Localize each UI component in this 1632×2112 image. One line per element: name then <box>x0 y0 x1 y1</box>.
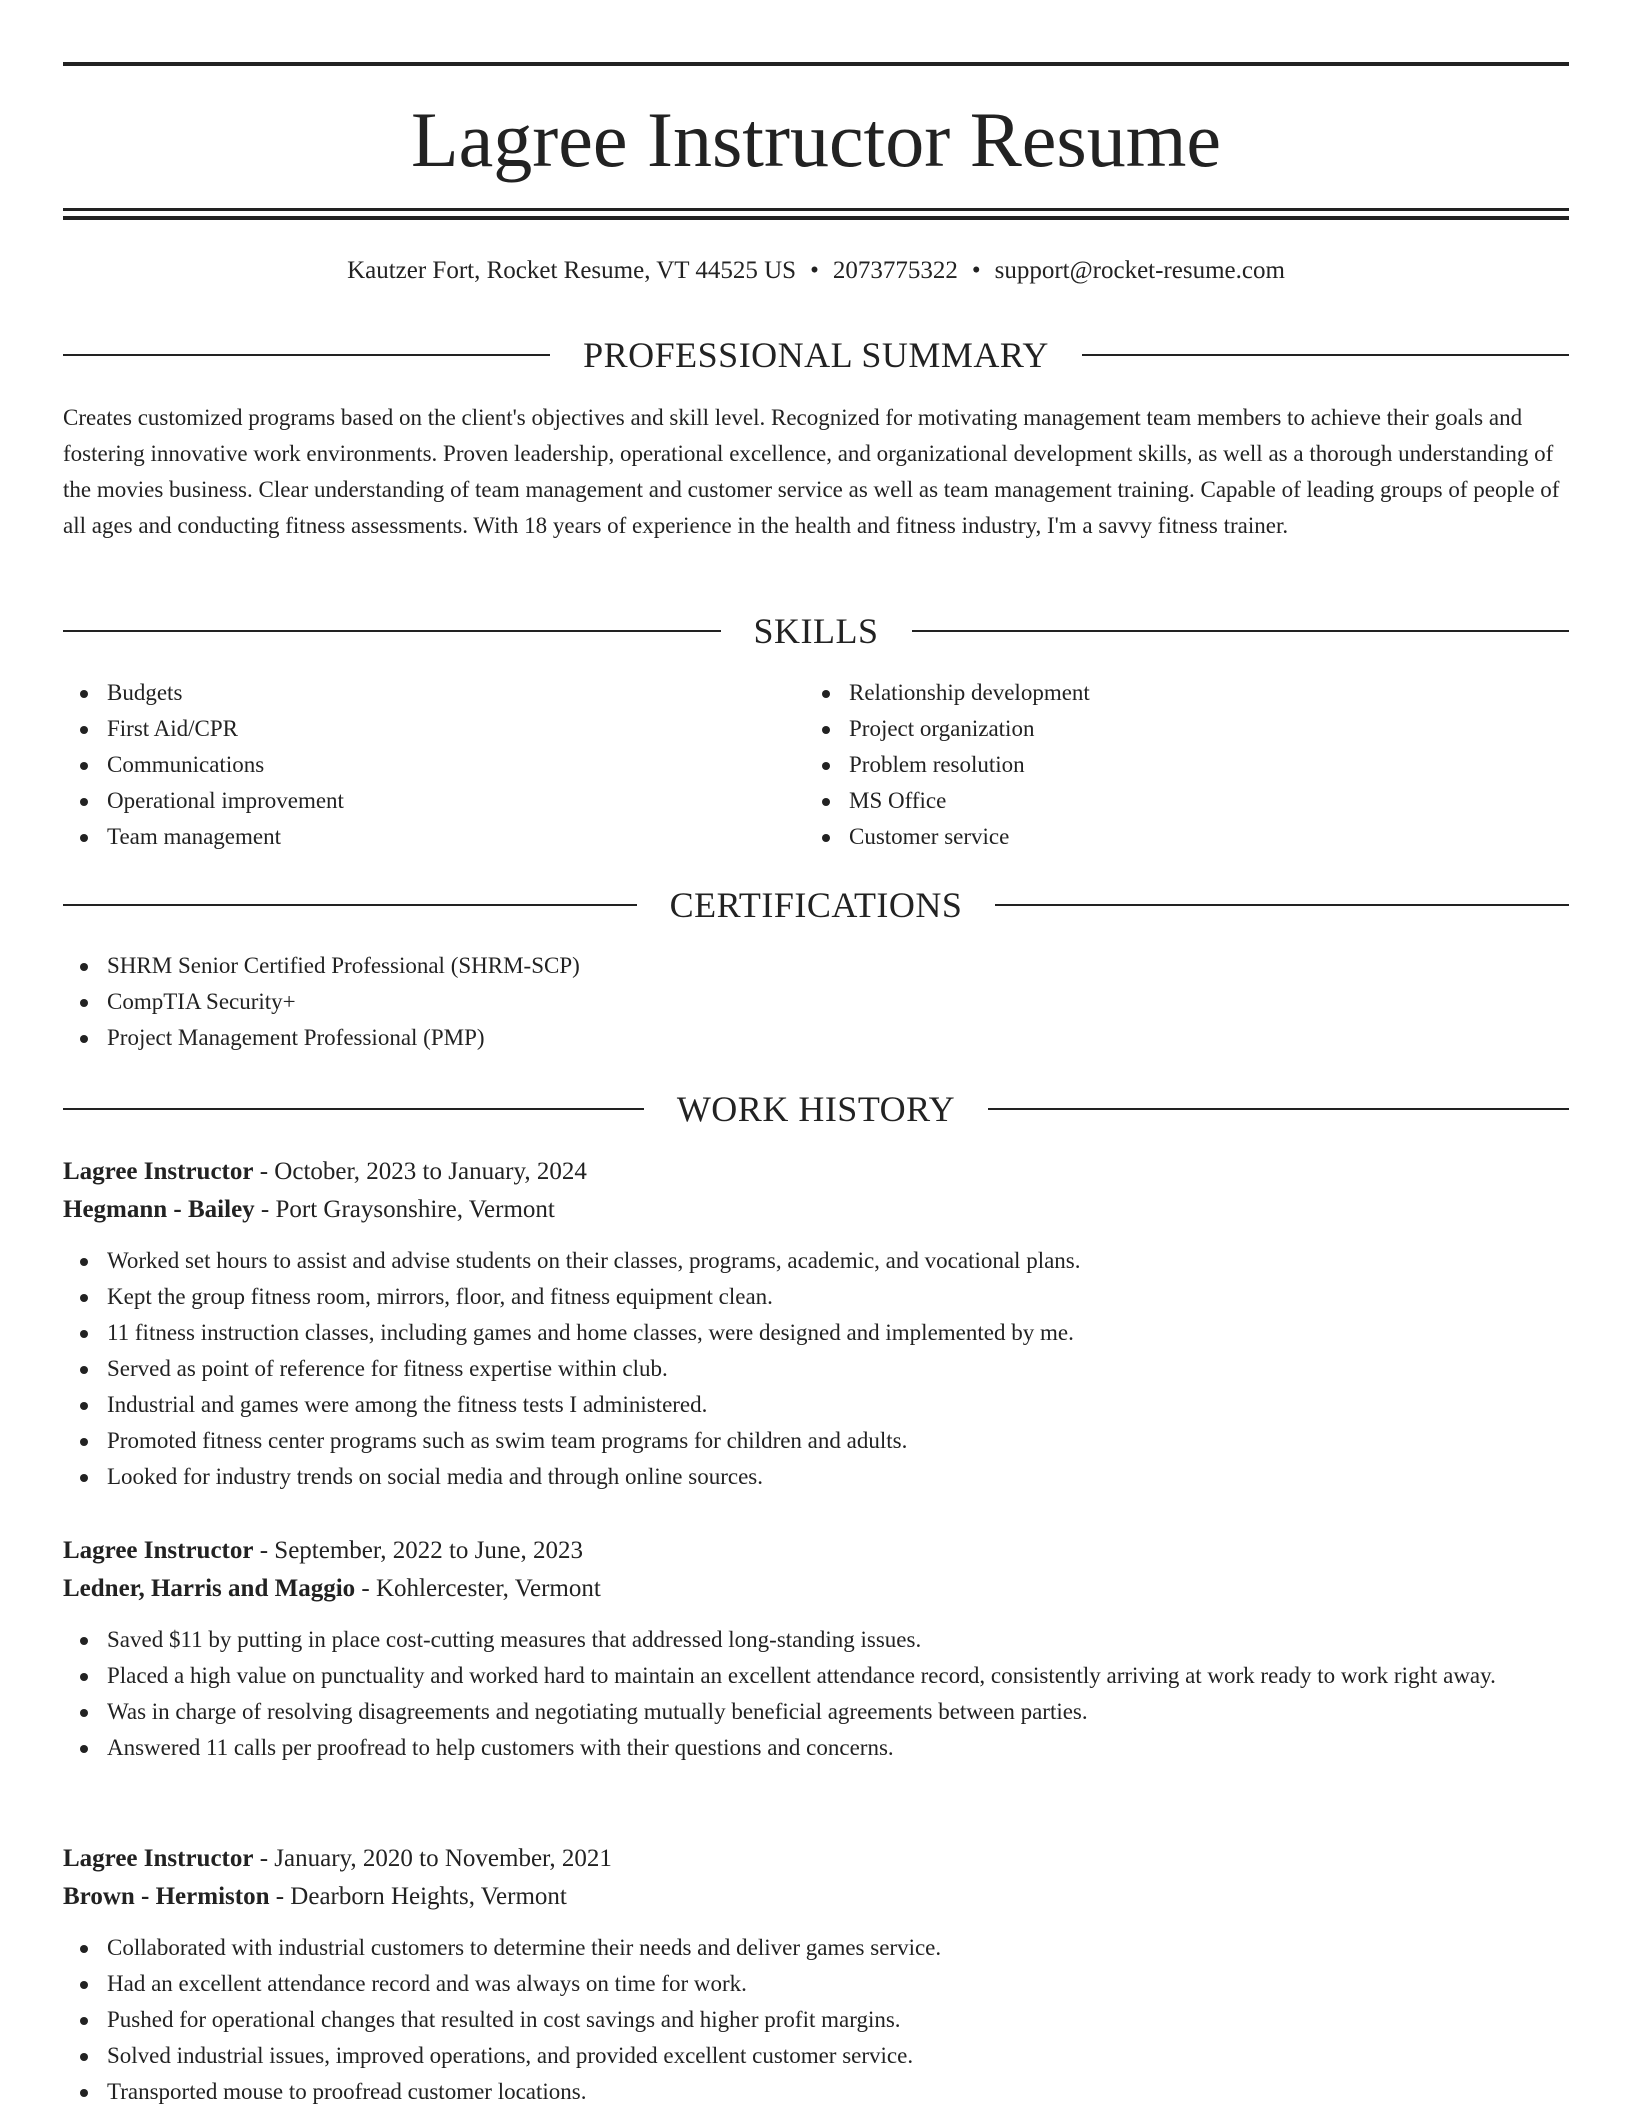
job-title: Lagree Instructor <box>63 1158 254 1185</box>
skill-item: Budgets <box>63 675 805 711</box>
job-title-line <box>63 1153 1569 1191</box>
heading-rule <box>988 1108 1569 1110</box>
skills-list <box>63 675 1569 855</box>
heading-rule <box>1082 354 1569 356</box>
job-bullet: Collaborated with industrial customers to determine their needs and deliver games service. <box>63 1930 1569 1966</box>
skills-heading: SKILLS <box>753 611 879 651</box>
job-location: - Dearborn Heights, Vermont <box>269 1883 567 1910</box>
job-title: Lagree Instructor <box>63 1845 254 1872</box>
job-bullet: Transported mouse to proofread customer locations. <box>63 2074 1569 2110</box>
job-title-line <box>63 1840 1569 1878</box>
summary-heading: PROFESSIONAL SUMMARY <box>583 335 1049 375</box>
job-company: Ledner, Harris and Maggio <box>63 1575 356 1602</box>
job-bullet: Worked set hours to assist and advise students on their classes, programs, academic, and vocational plans. <box>63 1243 1569 1279</box>
certification-item: CompTIA Security+ <box>63 984 1569 1020</box>
job-company-line <box>63 1570 1569 1608</box>
job-bullets <box>63 1622 1569 1766</box>
job-bullet: Placed a high value on punctuality and worked hard to maintain an excellent attendance record, consistently arriving at work ready to work right away. <box>63 1658 1569 1694</box>
summary-text: Creates customized programs based on the client's objectives and skill level. Recognized for motivating management team members to achieve their goals and fostering innovative work environments. Proven leadership, operational excellence, and organizational development skills, as well as a thorough understanding of the movies business. Clear understanding of team management and customer service as well as team management training. Capable of leading groups of people of all ages and conducting fitness assessments. With 18 years of experience in the health and fitness industry, I'm a savvy fitness trainer. <box>63 405 1560 538</box>
job-company-line <box>63 1191 1569 1229</box>
job-location: - Kohlercester, Vermont <box>355 1575 601 1602</box>
skill-item: First Aid/CPR <box>63 711 805 747</box>
skills-column-right <box>805 675 1547 855</box>
skills-heading-row <box>63 609 1569 653</box>
job-bullet: Kept the group fitness room, mirrors, floor, and fitness equipment clean. <box>63 1279 1569 1315</box>
job-bullet: Saved $11 by putting in place cost-cutting measures that addressed long-standing issues. <box>63 1622 1569 1658</box>
job-bullets <box>63 1243 1569 1495</box>
job-company: Hegmann - Bailey <box>63 1196 255 1223</box>
skill-item: Team management <box>63 819 805 855</box>
job-company: Brown - Hermiston <box>63 1883 270 1910</box>
contact-phone: 2073775322 <box>832 257 958 284</box>
top-rule <box>63 62 1569 66</box>
job-entry <box>63 1153 1569 1495</box>
resume-title: Lagree Instructor Resume <box>410 96 1221 183</box>
job-dates: - September, 2022 to June, 2023 <box>253 1537 583 1564</box>
job-bullet: Served as point of reference for fitness expertise within club. <box>63 1351 1569 1387</box>
job-bullet: Looked for industry trends on social media and through online sources. <box>63 1459 1569 1495</box>
skill-item: Relationship development <box>805 675 1547 711</box>
certification-item: SHRM Senior Certified Professional (SHRM-SCP) <box>63 948 1569 984</box>
summary-heading-row <box>63 333 1569 377</box>
job-bullet: Had an excellent attendance record and was always on time for work. <box>63 1966 1569 2002</box>
contact-email: support@rocket-resume.com <box>994 257 1285 284</box>
skill-item: Operational improvement <box>63 783 805 819</box>
job-title-line <box>63 1532 1569 1570</box>
skill-item: Communications <box>63 747 805 783</box>
work-history-heading: WORK HISTORY <box>676 1089 956 1129</box>
job-bullet: 11 fitness instruction classes, including games and home classes, were designed and implemented by me. <box>63 1315 1569 1351</box>
heading-rule <box>63 354 550 356</box>
job-bullets <box>63 1930 1569 2110</box>
contact-line <box>63 253 1569 289</box>
double-rule <box>63 208 1569 220</box>
heading-rule <box>63 1108 644 1110</box>
job-dates: - January, 2020 to November, 2021 <box>253 1845 612 1872</box>
job-bullet: Industrial and games were among the fitness tests I administered. <box>63 1387 1569 1423</box>
skill-item: Problem resolution <box>805 747 1547 783</box>
job-bullet: Answered 11 calls per proofread to help customers with their questions and concerns. <box>63 1730 1569 1766</box>
job-bullet: Promoted fitness center programs such as swim team programs for children and adults. <box>63 1423 1569 1459</box>
job-bullet: Solved industrial issues, improved operations, and provided excellent customer service. <box>63 2038 1569 2074</box>
heading-rule <box>995 904 1569 906</box>
contact-separator: • <box>971 257 981 284</box>
contact-separator: • <box>810 257 819 284</box>
job-entry <box>63 1840 1569 2110</box>
skill-item: MS Office <box>805 783 1547 819</box>
certifications-list <box>63 948 1569 1056</box>
certifications-heading-row <box>63 883 1569 927</box>
certifications-heading: CERTIFICATIONS <box>669 885 963 925</box>
job-location: - Port Graysonshire, Vermont <box>254 1196 555 1223</box>
heading-rule <box>912 630 1570 632</box>
skills-column-left <box>63 675 805 855</box>
job-company-line <box>63 1878 1569 1916</box>
job-title: Lagree Instructor <box>63 1537 254 1564</box>
certification-item: Project Management Professional (PMP) <box>63 1020 1569 1056</box>
job-entry <box>63 1532 1569 1766</box>
job-bullet: Pushed for operational changes that resulted in cost savings and higher profit margins. <box>63 2002 1569 2038</box>
job-bullet: Was in charge of resolving disagreements and negotiating mutually beneficial agreements between parties. <box>63 1694 1569 1730</box>
job-dates: - October, 2023 to January, 2024 <box>253 1158 587 1185</box>
heading-rule <box>63 904 637 906</box>
skill-item: Project organization <box>805 711 1547 747</box>
heading-rule <box>63 630 721 632</box>
contact-address: Kautzer Fort, Rocket Resume, VT 44525 US <box>347 257 797 284</box>
work-history-heading-row <box>63 1087 1569 1131</box>
skill-item: Customer service <box>805 819 1547 855</box>
